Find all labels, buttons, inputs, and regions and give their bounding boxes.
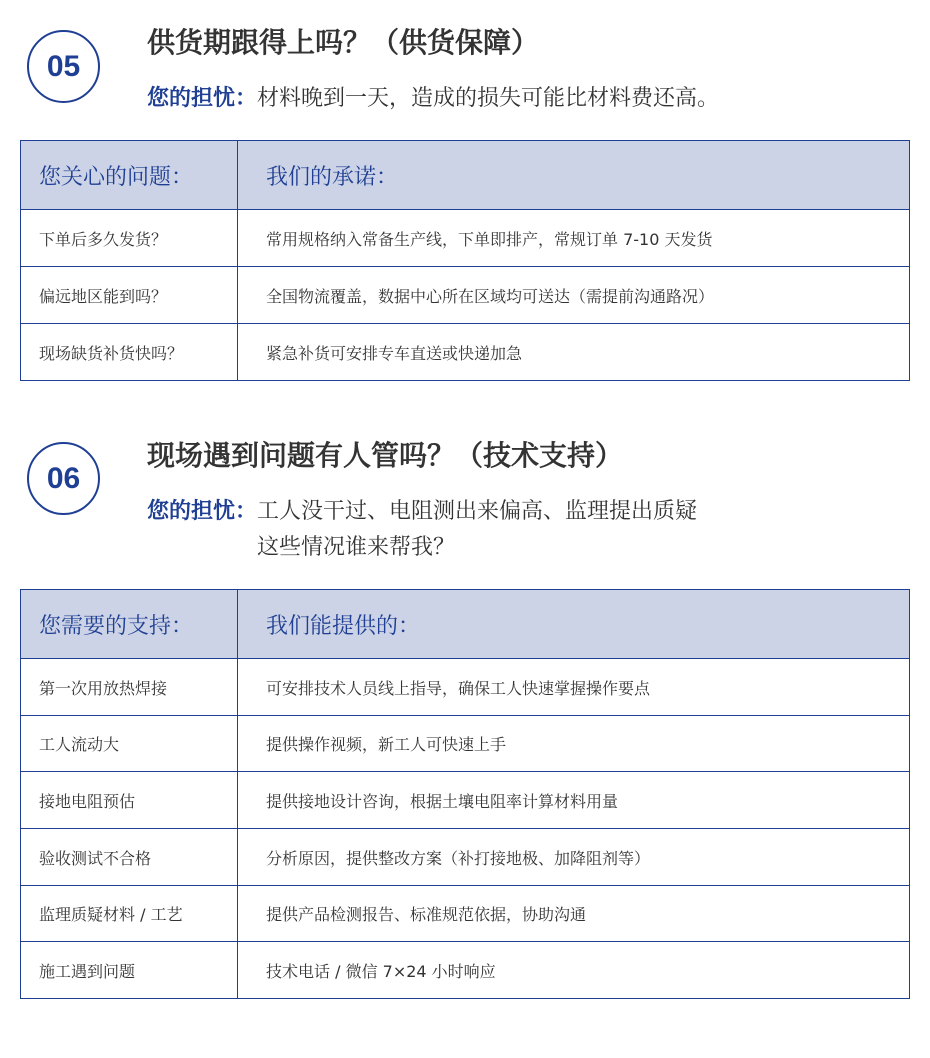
need-cell: 验收测试不合格 [21, 829, 238, 886]
table-header-row [21, 141, 910, 210]
need-cell: 工人流动大 [21, 716, 238, 772]
table-row [21, 324, 910, 381]
answer-cell: 全国物流覆盖，数据中心所在区域均可送达（需提前沟通路况） [238, 267, 910, 324]
table-row [21, 772, 910, 829]
concern-text [257, 494, 697, 566]
question-cell: 偏远地区能到吗？ [21, 267, 238, 324]
table-row [21, 267, 910, 324]
need-cell: 监理质疑材料 / 工艺 [21, 886, 238, 942]
offer-cell: 提供产品检测报告、标准规范依据，协助沟通 [238, 886, 910, 942]
concern-line: 这些情况谁来帮我？ [257, 535, 456, 560]
concern-line: 工人没干过、电阻测出来偏高、监理提出质疑 [257, 499, 698, 524]
qa-table [20, 140, 910, 381]
table-row [21, 942, 910, 999]
section-number-badge: 06 [27, 442, 100, 515]
question-cell: 现场缺货补货快吗？ [21, 324, 238, 381]
concern-text [257, 81, 719, 117]
concern-label: 您的担忧： [147, 86, 258, 111]
offer-cell: 技术电话 / 微信 7×24 小时响应 [238, 942, 910, 999]
concern [147, 494, 697, 566]
offer-cell: 可安排技术人员线上指导，确保工人快速掌握操作要点 [238, 659, 910, 716]
table-header-row [21, 590, 910, 659]
table-row [21, 716, 910, 772]
column-header: 您关心的问题： [21, 141, 238, 210]
table-row [21, 210, 910, 267]
column-header: 我们的承诺： [238, 141, 910, 210]
need-cell: 施工遇到问题 [21, 942, 238, 999]
qa-table [20, 589, 910, 999]
question-cell: 下单后多久发货？ [21, 210, 238, 267]
concern-line: 材料晚到一天，造成的损失可能比材料费还高。 [257, 86, 720, 111]
offer-cell: 提供接地设计咨询，根据土壤电阻率计算材料用量 [238, 772, 910, 829]
concern [147, 81, 719, 117]
offer-cell: 分析原因，提供整改方案（补打接地极、加降阻剂等） [238, 829, 910, 886]
section-number-badge: 05 [27, 30, 100, 103]
column-header: 我们能提供的： [238, 590, 910, 659]
section-title: 供货期跟得上吗？（供货保障） [147, 26, 540, 59]
column-header: 您需要的支持： [21, 590, 238, 659]
offer-cell: 提供操作视频，新工人可快速上手 [238, 716, 910, 772]
need-cell: 接地电阻预估 [21, 772, 238, 829]
answer-cell: 常用规格纳入常备生产线，下单即排产，常规订单 7-10 天发货 [238, 210, 910, 267]
table-row [21, 829, 910, 886]
table-row [21, 886, 910, 942]
answer-cell: 紧急补货可安排专车直送或快递加急 [238, 324, 910, 381]
table-row [21, 659, 910, 716]
concern-label: 您的担忧： [147, 499, 258, 524]
section-title: 现场遇到问题有人管吗？（技术支持） [147, 439, 624, 472]
need-cell: 第一次用放热焊接 [21, 659, 238, 716]
